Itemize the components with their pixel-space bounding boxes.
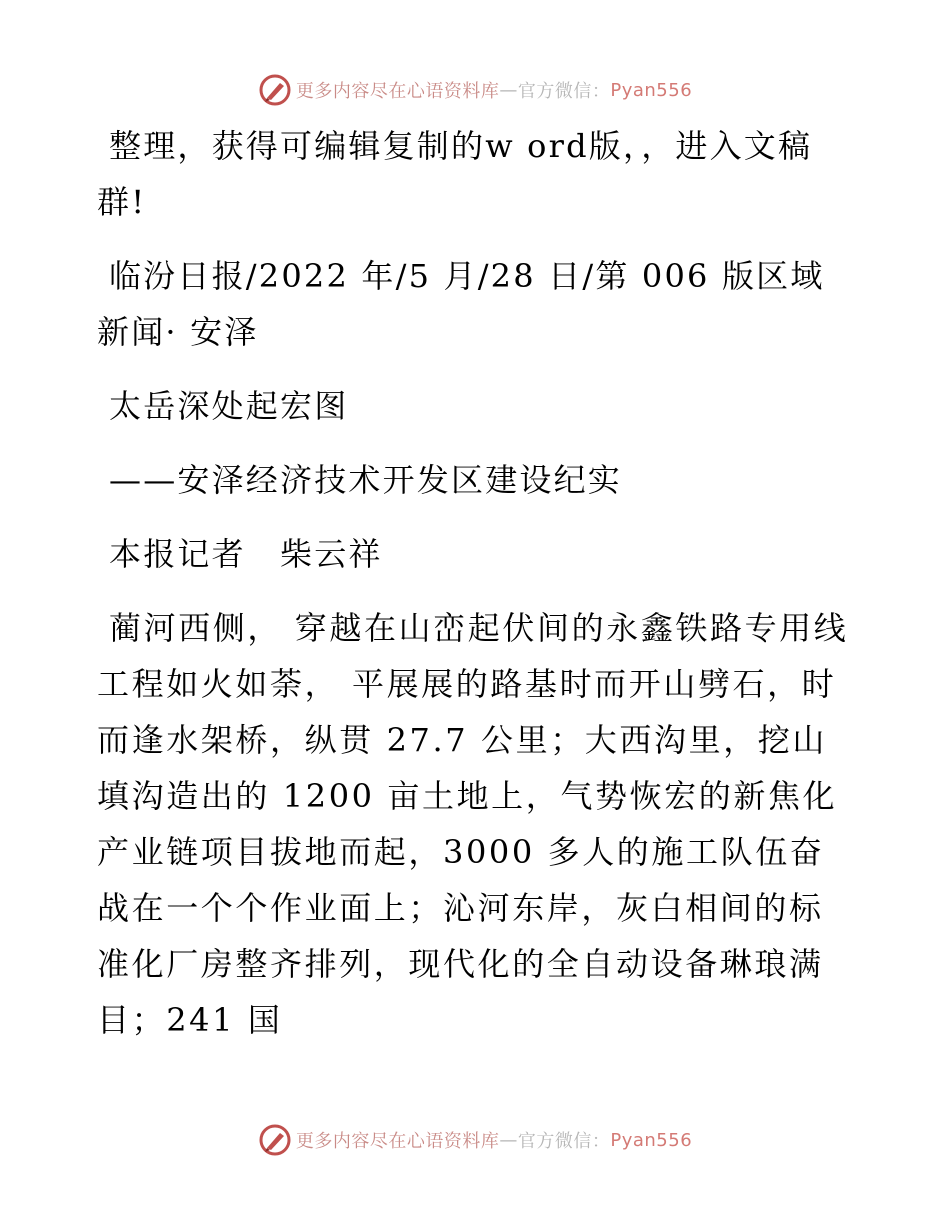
watermark-text: 更多内容尽在心语资料库	[295, 1131, 500, 1152]
watermark-label: 官方微信：	[517, 81, 611, 102]
watermark-wechat-id: Pyan556	[610, 79, 693, 101]
article-subtitle: ——安泽经济技术开发区建设纪实	[109, 461, 623, 499]
pen-logo-icon	[258, 1123, 292, 1157]
watermark-header	[0, 70, 950, 110]
source-line: 临汾日报/2022 年/5 月/28 日/第 006 版区域新闻· 安泽	[97, 257, 825, 351]
document-body	[97, 118, 849, 1066]
watermark-separator: —	[499, 79, 518, 101]
watermark-wechat-id: Pyan556	[610, 1129, 693, 1151]
byline: 本报记者 柴云祥	[109, 535, 383, 573]
watermark-footer	[0, 1120, 950, 1160]
watermark-separator: —	[499, 1129, 518, 1151]
intro-paragraph: 整理，获得可编辑复制的w ord版，，进入文稿群!	[97, 127, 813, 221]
article-title: 太岳深处起宏图	[109, 387, 349, 425]
pen-logo-icon	[258, 73, 292, 107]
watermark-label: 官方微信：	[517, 1131, 611, 1152]
watermark-text: 更多内容尽在心语资料库	[295, 81, 500, 102]
body-paragraph: 蔺河西侧， 穿越在山峦起伏间的永鑫铁路专用线工程如火如荼， 平展展的路基时而开山劈石，时而逢水架桥，纵贯 27.7 公里；大西沟里，挖山填沟造出的 1200 亩土地上，气势恢宏的新焦化产业链项目拔地而起，3000 多人的施工队伍奋战在一个个作业面上；沁河东岸，灰白相间的标准化厂房整齐排列，现代化的全自动设备琳琅满目；241 国	[97, 609, 849, 1039]
